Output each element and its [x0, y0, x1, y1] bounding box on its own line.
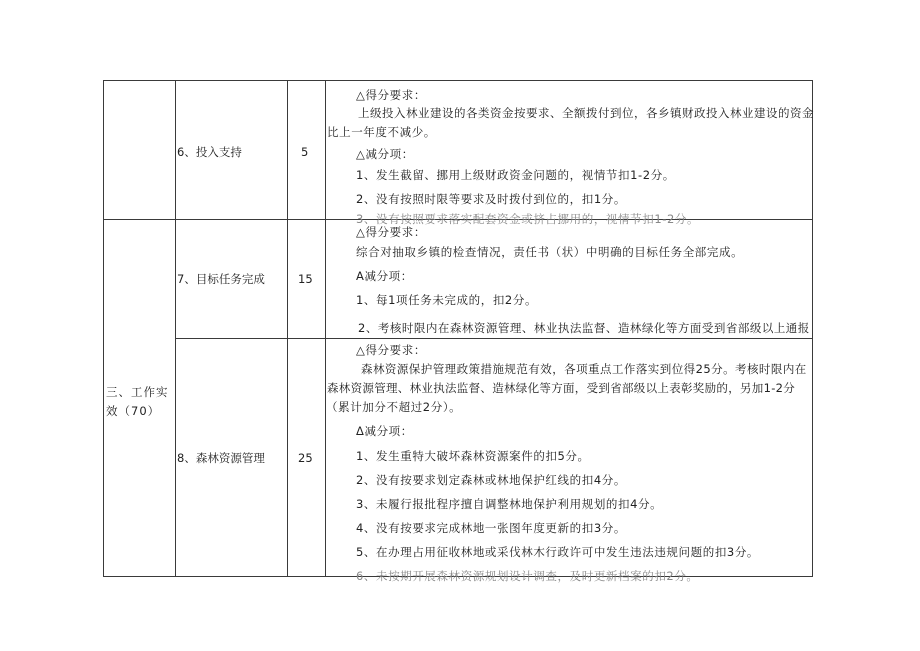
deduct-item-6-2: 2、没有按照时限等要求及时拨付到位的，扣1分。 — [356, 192, 626, 206]
deduct-item-8-4: 4、没有按要求完成林地一张图年度更新的扣3分。 — [356, 521, 626, 535]
row-divider-7-8 — [175, 338, 813, 339]
clipped-line-6: 3、没有按照要求落实配套资金或挤占挪用的，视情节扣1-2分。 — [356, 212, 700, 226]
deduct-heading-8: Δ减分项： — [356, 424, 413, 438]
req-text-8a: 森林资源保护管理政策措施规范有效，各项重点工作落实到位得25分。考核时限内在 — [361, 362, 807, 376]
clipped-line-8: 6、未按期开展森林资源规划设计调查，及时更新档案的扣2分。 — [356, 569, 699, 583]
deduct-item-7-2: 2、考核时限内在森林资源管理、林业执法监督、造林绿化等方面受到省部级以上通报 — [358, 321, 810, 335]
table-left-border — [103, 80, 104, 577]
deduct-item-8-5: 5、在办理占用征收林地或采伐林木行政许可中发生违法违规问题的扣3分。 — [356, 545, 760, 559]
deduct-item-8-3: 3、未履行报批程序擅自调整林地保护利用规划的扣4分。 — [356, 497, 663, 511]
item-name-8: 8、森林资源管理 — [177, 451, 265, 465]
item-name-6: 6、投入支持 — [177, 145, 242, 159]
req-heading-6: △得分要求： — [356, 88, 426, 102]
req-text-8b: 森林资源管理、林业执法监督、造林绿化等方面，受到省部级以上表彰奖励的，另加1-2分 — [327, 381, 796, 395]
deduct-item-6-1: 1、发生截留、挪用上级财政资金问题的，视情节扣1-2分。 — [356, 168, 675, 182]
req-text-7: 综合对抽取乡镇的检查情况，责任书（状）中明确的目标任务全部完成。 — [356, 245, 744, 259]
deduct-heading-7: A减分项： — [356, 269, 413, 283]
table-right-border — [812, 80, 813, 577]
category-cell: 三、工作实效（70） — [106, 385, 169, 418]
column-divider-1 — [175, 80, 176, 577]
table-top-border — [103, 80, 813, 81]
req-text-6a: 上级投入林业建设的各类资金按要求、全额拨付到位，各乡镇财政投入林业建设的资金 — [358, 106, 814, 120]
req-heading-7: △得分要求： — [356, 225, 426, 239]
item-score-7: 15 — [298, 272, 313, 286]
deduct-item-8-1: 1、发生重特大破坏森林资源案件的扣5分。 — [356, 449, 590, 463]
column-divider-3 — [325, 80, 326, 577]
req-text-8c: （累计加分不超过2分）。 — [326, 400, 462, 414]
item-score-8: 25 — [298, 451, 313, 465]
item-name-7: 7、目标任务完成 — [177, 272, 265, 286]
deduct-item-8-2: 2、没有按要求划定森林或林地保护红线的扣4分。 — [356, 473, 626, 487]
column-divider-2 — [287, 80, 288, 577]
req-heading-8: △得分要求： — [356, 343, 426, 357]
req-text-6b: 比上一年度不减少。 — [327, 125, 436, 139]
deduct-item-7-1: 1、每1项任务未完成的，扣2分。 — [356, 293, 538, 307]
item-score-6: 5 — [301, 145, 309, 159]
deduct-heading-6: △减分项： — [356, 147, 414, 161]
